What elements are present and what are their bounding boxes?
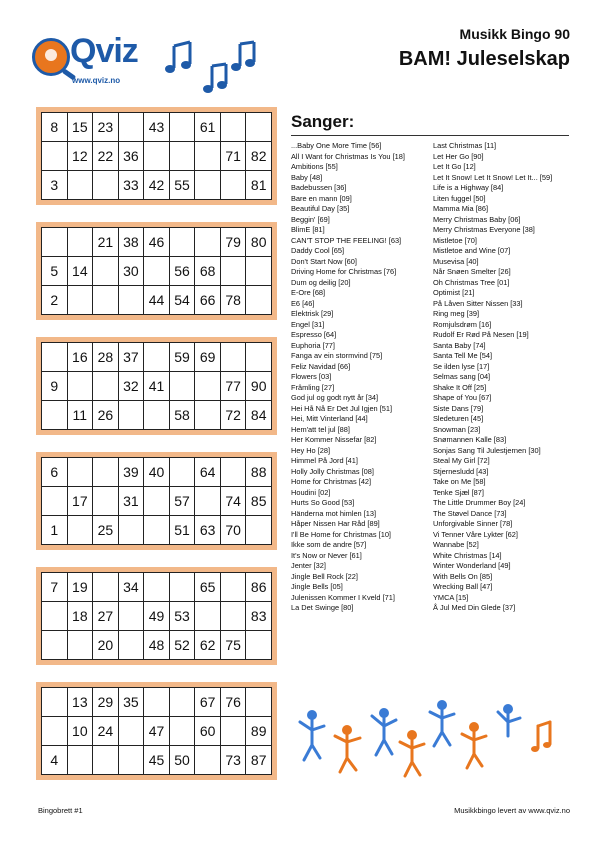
bingo-cell: 43: [144, 113, 170, 142]
bingo-cell: 5: [42, 257, 68, 286]
song-item: Vi Tenner Våre Lykter [62]: [433, 529, 518, 539]
bingo-cell: 23: [93, 113, 119, 142]
song-item: Engel [31]: [291, 319, 325, 329]
bingo-cell: [195, 142, 221, 171]
bingo-cell: [119, 286, 145, 315]
bingo-cell: [93, 171, 119, 200]
song-item: Steal My Girl [72]: [433, 456, 490, 465]
bingo-cell: 28: [93, 343, 119, 372]
bingo-cell: 58: [170, 401, 196, 430]
bingo-cell: 57: [170, 487, 196, 516]
bingo-cell: [144, 257, 170, 286]
provider-credit: Musikkbingo levert av www.qviz.no: [454, 806, 570, 815]
bingo-cell: [246, 688, 272, 717]
bingo-cell: [119, 717, 145, 746]
song-item: Merry Christmas Baby [06]: [433, 214, 521, 224]
song-item: All I Want for Christmas Is You [18]: [291, 151, 405, 161]
bingo-cell: 84: [246, 401, 272, 430]
bingo-cell: 35: [119, 688, 145, 717]
bingo-cell: 79: [221, 228, 247, 257]
song-item: Elektrisk [29]: [291, 309, 334, 318]
song-item: Jingle Bells [05]: [291, 582, 343, 591]
bingo-cell: 88: [246, 458, 272, 487]
song-item: Hem'att tel jul [88]: [291, 424, 350, 434]
bingo-cell: [246, 516, 272, 545]
song-item: Mistletoe [70]: [433, 235, 477, 245]
song-item: Home for Christmas [42]: [291, 477, 372, 486]
bingo-cell: 73: [221, 746, 247, 775]
song-item: Espresso [64]: [291, 330, 337, 339]
bingo-cell: 1: [42, 516, 68, 545]
bingo-cell: 3: [42, 171, 68, 200]
bingo-cell: 42: [144, 171, 170, 200]
bingo-cell: [246, 343, 272, 372]
bingo-cell: 7: [42, 573, 68, 602]
song-item: Se ilden lyse [17]: [433, 361, 490, 371]
bingo-grid: [41, 342, 272, 430]
bingo-cell: [42, 631, 68, 660]
song-item: På Låven Sitter Nissen [33]: [433, 298, 523, 308]
song-item: Mistletoe and Wine [07]: [433, 246, 511, 255]
bingo-cell: [93, 573, 119, 602]
song-item: Hei Hå Nå Er Det Jul Igjen [51]: [291, 403, 393, 413]
bingo-cell: 69: [195, 343, 221, 372]
bingo-cell: [170, 228, 196, 257]
bingo-cell: [170, 458, 196, 487]
bingo-cell: [246, 257, 272, 286]
bingo-cell: [195, 171, 221, 200]
songs-column-1: [291, 141, 436, 614]
song-item: Shake It Off [25]: [433, 382, 487, 392]
bingo-cell: [93, 458, 119, 487]
bingo-cell: [68, 286, 94, 315]
bingo-cell: [68, 228, 94, 257]
bingo-cell: [144, 688, 170, 717]
song-item: Santa Tell Me [54]: [433, 351, 493, 360]
bingo-cell: 21: [93, 228, 119, 257]
bingo-cell: 32: [119, 372, 145, 401]
bingo-cell: 46: [144, 228, 170, 257]
bingo-cell: 45: [144, 746, 170, 775]
event-title: BAM! Juleselskap: [398, 48, 570, 70]
song-item: Musevisa [40]: [433, 256, 479, 266]
song-item: Tenke Sjæl [87]: [433, 487, 484, 497]
bingo-cell: [195, 487, 221, 516]
bingo-cell: [195, 746, 221, 775]
bingo-cell: [144, 573, 170, 602]
bingo-cell: 26: [93, 401, 119, 430]
song-item: Euphoria [77]: [291, 340, 335, 350]
bingo-cell: [42, 688, 68, 717]
bingo-cell: [68, 458, 94, 487]
bingo-cell: [195, 401, 221, 430]
bingo-cell: 44: [144, 286, 170, 315]
bingo-cell: 87: [246, 746, 272, 775]
bingo-cell: 64: [195, 458, 221, 487]
qviz-logo: [32, 32, 142, 92]
bingo-cell: 38: [119, 228, 145, 257]
song-item: Julenissen Kommer I Kveld [71]: [291, 592, 395, 602]
bingo-cell: [246, 113, 272, 142]
bingo-cell: 52: [170, 631, 196, 660]
song-item: Sledeturen [45]: [433, 414, 484, 423]
song-item: Ikke som de andre [57]: [291, 540, 367, 549]
bingo-cell: 80: [246, 228, 272, 257]
bingo-cell: [42, 343, 68, 372]
bingo-cell: 89: [246, 717, 272, 746]
bingo-cell: 37: [119, 343, 145, 372]
bingo-cell: 90: [246, 372, 272, 401]
song-item: Rudolf Er Rød På Nesen [19]: [433, 330, 529, 339]
bingo-cell: [93, 286, 119, 315]
song-item: Bare en mann [09]: [291, 193, 352, 203]
song-item: With Bells On [85]: [433, 571, 493, 581]
bingo-cell: 70: [221, 516, 247, 545]
song-item: Life is a Highway [84]: [433, 183, 504, 192]
card-number: Bingobrett #1: [38, 806, 83, 815]
bingo-cell: 34: [119, 573, 145, 602]
song-item: Take on Me [58]: [433, 477, 486, 486]
song-item: Himmel På Jord [41]: [291, 456, 358, 465]
bingo-cell: 76: [221, 688, 247, 717]
bingo-cell: 29: [93, 688, 119, 717]
song-item: Daddy Cool [65]: [291, 246, 344, 255]
song-item: Last Christmas [11]: [433, 141, 497, 150]
bingo-cell: 47: [144, 717, 170, 746]
bingo-cell: 31: [119, 487, 145, 516]
bingo-cell: [42, 401, 68, 430]
song-item: The Støvel Dance [73]: [433, 508, 507, 518]
song-item: Santa Baby [74]: [433, 340, 486, 350]
bingo-cell: 54: [170, 286, 196, 315]
song-item: Siste Dans [79]: [433, 403, 484, 413]
bingo-cell: [195, 372, 221, 401]
song-item: Hey Ho [28]: [291, 445, 331, 455]
bingo-cell: 86: [246, 573, 272, 602]
song-item: Mamma Mia [86]: [433, 204, 489, 213]
bingo-cell: 48: [144, 631, 170, 660]
bingo-cell: 75: [221, 631, 247, 660]
bingo-cell: [221, 171, 247, 200]
song-item: Optimist [21]: [433, 288, 475, 297]
bingo-cell: [42, 487, 68, 516]
song-item: Wannabe [52]: [433, 540, 479, 549]
song-item: Don't Start Now [60]: [291, 256, 357, 266]
bingo-cell: 2: [42, 286, 68, 315]
bingo-cell: [221, 602, 247, 631]
bingo-cell: [221, 257, 247, 286]
song-item: CAN'T STOP THE FEELING! [63]: [291, 235, 402, 245]
bingo-cell: 16: [68, 343, 94, 372]
bingo-cell: [68, 516, 94, 545]
bingo-grid: [41, 687, 272, 775]
bingo-cell: 82: [246, 142, 272, 171]
bingo-cell: [93, 257, 119, 286]
song-item: Snømannen Kalle [83]: [433, 435, 507, 444]
song-item: I'll Be Home for Christmas [10]: [291, 529, 391, 539]
song-item: Let It Snow! Let It Snow! Let It... [59]: [433, 172, 553, 182]
song-item: Flowers [03]: [291, 372, 332, 381]
bingo-cell: 78: [221, 286, 247, 315]
bingo-cell: [119, 401, 145, 430]
bingo-cell: 68: [195, 257, 221, 286]
bingo-cell: 83: [246, 602, 272, 631]
bingo-cell: [170, 688, 196, 717]
song-item: White Christmas [14]: [433, 550, 502, 560]
songs-divider: [291, 135, 569, 136]
bingo-cell: 14: [68, 257, 94, 286]
bingo-cell: 41: [144, 372, 170, 401]
bingo-cell: 36: [119, 142, 145, 171]
bingo-cell: [246, 286, 272, 315]
bingo-cell: 12: [68, 142, 94, 171]
bingo-card: [36, 682, 277, 780]
bingo-cell: 62: [195, 631, 221, 660]
game-title: Musikk Bingo 90: [459, 26, 570, 42]
songs-heading: Sanger:: [291, 112, 355, 131]
bingo-cell: 49: [144, 602, 170, 631]
bingo-grid: [41, 572, 272, 660]
bingo-cell: [93, 487, 119, 516]
bingo-cell: [119, 631, 145, 660]
bingo-cell: [170, 113, 196, 142]
bingo-cell: 39: [119, 458, 145, 487]
song-item: Oh Christmas Tree [01]: [433, 277, 510, 287]
song-item: E-Ore [68]: [291, 288, 326, 297]
bingo-grid: [41, 112, 272, 200]
bingo-cell: 66: [195, 286, 221, 315]
bingo-card: [36, 567, 277, 665]
bingo-card: [36, 222, 277, 320]
bingo-cell: [68, 746, 94, 775]
song-item: Snowman [23]: [433, 424, 481, 434]
bingo-cell: 77: [221, 372, 247, 401]
bingo-cell: 56: [170, 257, 196, 286]
bingo-cell: 81: [246, 171, 272, 200]
bingo-cell: 20: [93, 631, 119, 660]
song-item: Selmas sang [04]: [433, 372, 491, 381]
bingo-grid: [41, 457, 272, 545]
song-item: Wrecking Ball [47]: [433, 582, 493, 591]
bingo-cell: 55: [170, 171, 196, 200]
song-item: Hurts So Good [53]: [291, 498, 355, 507]
bingo-cell: [221, 458, 247, 487]
song-item: Feliz Navidad [66]: [291, 361, 351, 371]
logo-text: Qviz: [70, 32, 138, 70]
song-item: Beautiful Day [35]: [291, 204, 350, 213]
bingo-cell: [93, 746, 119, 775]
song-item: ...Baby One More Time [56]: [291, 141, 382, 150]
song-item: Fanga av ein stormvind [75]: [291, 351, 383, 360]
bingo-cell: [144, 487, 170, 516]
bingo-cell: [144, 401, 170, 430]
bingo-cell: 40: [144, 458, 170, 487]
bingo-cell: [170, 372, 196, 401]
bingo-cell: [42, 602, 68, 631]
bingo-cell: 67: [195, 688, 221, 717]
bingo-card: [36, 337, 277, 435]
song-item: Håper Nissen Har Råd [89]: [291, 519, 380, 528]
bingo-cell: 11: [68, 401, 94, 430]
bingo-cell: 50: [170, 746, 196, 775]
song-item: Stjernesludd [43]: [433, 466, 489, 476]
bingo-cell: 8: [42, 113, 68, 142]
song-item: Beggin' [69]: [291, 214, 330, 224]
song-item: Shape of You [67]: [433, 393, 492, 402]
bingo-cell: [42, 717, 68, 746]
bingo-cell: [170, 717, 196, 746]
bingo-cell: 24: [93, 717, 119, 746]
song-item: Unforgivable Sinner [78]: [433, 519, 513, 528]
song-item: Frâmling [27]: [291, 382, 335, 392]
bingo-cell: [144, 142, 170, 171]
bingo-cell: 4: [42, 746, 68, 775]
song-item: Let It Go [12]: [433, 162, 476, 171]
bingo-cell: 18: [68, 602, 94, 631]
bingo-cell: 19: [68, 573, 94, 602]
bingo-cell: [144, 343, 170, 372]
bingo-cell: 10: [68, 717, 94, 746]
song-item: Ring meg [39]: [433, 309, 480, 318]
song-item: Holly Jolly Christmas [08]: [291, 466, 374, 476]
bingo-cell: [221, 343, 247, 372]
bingo-cell: 74: [221, 487, 247, 516]
bingo-cell: 33: [119, 171, 145, 200]
bingo-cell: 25: [93, 516, 119, 545]
bingo-cell: 17: [68, 487, 94, 516]
bingo-cell: 85: [246, 487, 272, 516]
bingo-cell: [221, 717, 247, 746]
bingo-cell: [93, 372, 119, 401]
song-item: Jenter [32]: [291, 561, 326, 570]
bingo-cell: 61: [195, 113, 221, 142]
bingo-card: [36, 107, 277, 205]
song-item: The Little Drummer Boy [24]: [433, 498, 526, 507]
bingo-cell: [119, 516, 145, 545]
bingo-cell: [221, 573, 247, 602]
song-item: Badebussen [36]: [291, 183, 347, 192]
song-item: Houdini [02]: [291, 487, 331, 497]
bingo-cell: 51: [170, 516, 196, 545]
song-item: Liten fuggel [50]: [433, 193, 486, 203]
song-item: Romjulsdrøm [16]: [433, 319, 492, 329]
song-item: It's Now or Never [61]: [291, 550, 362, 560]
bingo-cell: 53: [170, 602, 196, 631]
song-item: Når Snøen Smelter [26]: [433, 267, 511, 276]
song-item: BlimE [81]: [291, 225, 325, 234]
bingo-cell: [170, 573, 196, 602]
song-item: E6 [46]: [291, 298, 315, 308]
bingo-cell: [170, 142, 196, 171]
song-item: Baby [48]: [291, 172, 323, 182]
song-item: Driving Home for Christmas [76]: [291, 267, 397, 276]
bingo-cell: [246, 631, 272, 660]
bingo-cell: [42, 228, 68, 257]
logo-url: www.qviz.no: [72, 76, 121, 85]
song-item: Å Jul Med Din Glede [37]: [433, 603, 516, 612]
bingo-cell: 22: [93, 142, 119, 171]
song-item: Ambitions [55]: [291, 162, 338, 171]
song-item: Her Kommer Nissefar [82]: [291, 435, 377, 444]
bingo-cell: [68, 372, 94, 401]
bingo-cell: [195, 602, 221, 631]
song-item: Hei, Mitt Vinterland [44]: [291, 414, 368, 423]
song-item: La Det Swinge [80]: [291, 603, 354, 612]
song-item: Dum og deilig [20]: [291, 277, 351, 287]
dancing-figures-illustration: [292, 700, 562, 785]
bingo-cell: 15: [68, 113, 94, 142]
song-item: Sonjas Sang Til Julestjernen [30]: [433, 445, 541, 455]
bingo-cell: 63: [195, 516, 221, 545]
bingo-cell: 60: [195, 717, 221, 746]
music-notes-icon: [160, 36, 260, 96]
bingo-card: [36, 452, 277, 550]
bingo-cell: 13: [68, 688, 94, 717]
bingo-cell: 6: [42, 458, 68, 487]
bingo-cell: 71: [221, 142, 247, 171]
bingo-cell: 27: [93, 602, 119, 631]
song-item: Händerna mot himlen [13]: [291, 508, 377, 518]
songs-column-2: [433, 141, 578, 614]
song-item: Winter Wonderland [49]: [433, 561, 511, 570]
bingo-cell: 65: [195, 573, 221, 602]
bingo-cell: 59: [170, 343, 196, 372]
bingo-cell: [144, 516, 170, 545]
bingo-cell: 30: [119, 257, 145, 286]
bingo-cell: [221, 113, 247, 142]
bingo-cell: 9: [42, 372, 68, 401]
song-item: Merry Christmas Everyone [38]: [433, 225, 535, 234]
song-item: Let Her Go [90]: [433, 151, 484, 161]
bingo-cell: [119, 602, 145, 631]
song-item: God jul og godt nytt år [34]: [291, 393, 379, 402]
song-item: YMCA [15]: [433, 592, 469, 602]
bingo-grid: [41, 227, 272, 315]
bingo-cell: [68, 171, 94, 200]
bingo-cell: [195, 228, 221, 257]
song-item: Jingle Bell Rock [22]: [291, 571, 358, 581]
bingo-cell: 72: [221, 401, 247, 430]
bingo-cell: [68, 631, 94, 660]
bingo-cell: [119, 113, 145, 142]
bingo-cell: [42, 142, 68, 171]
bingo-cell: [119, 746, 145, 775]
